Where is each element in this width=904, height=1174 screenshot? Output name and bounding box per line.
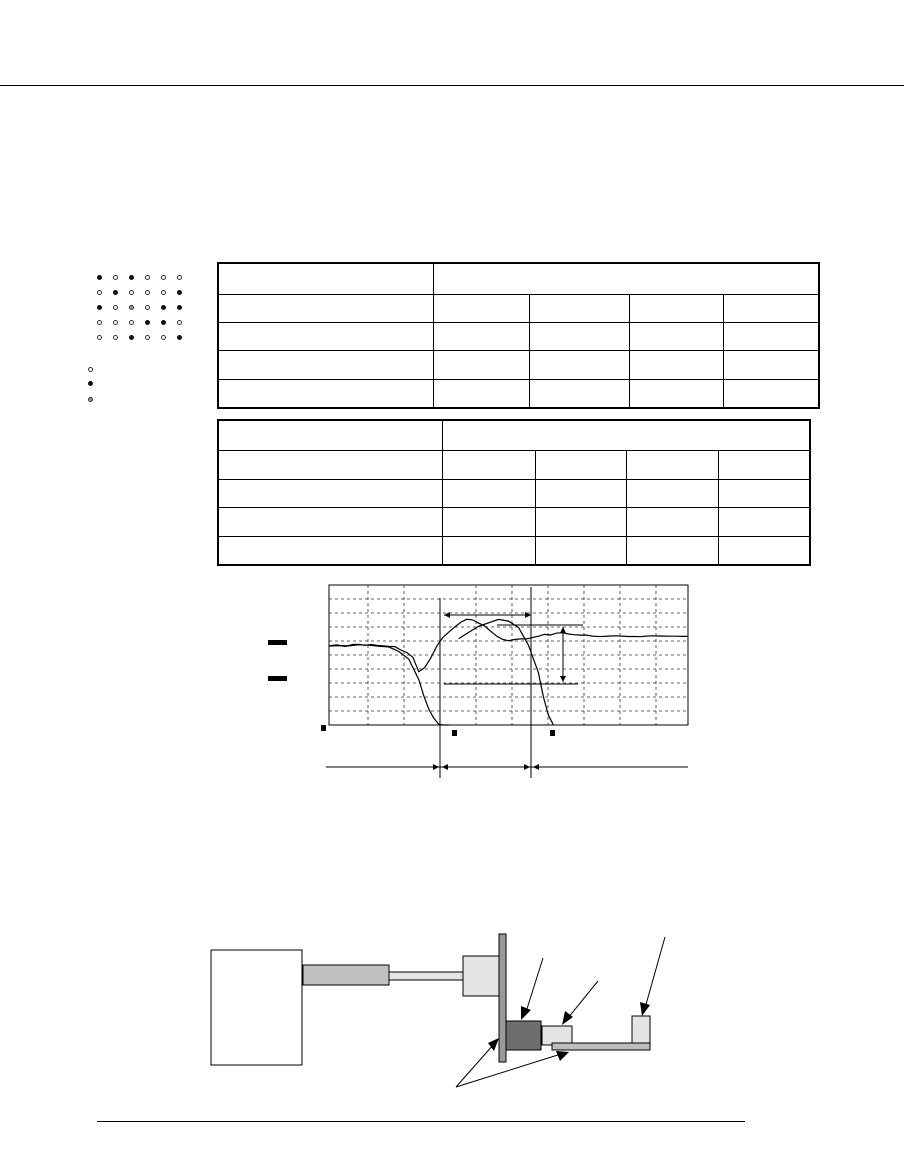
- target-block: [632, 1016, 650, 1043]
- coupling-block: [463, 956, 499, 996]
- sensor-tip: [542, 1026, 572, 1045]
- apparatus-diagram: [211, 934, 665, 1087]
- marker-square: [321, 725, 326, 731]
- callout-line: [526, 958, 543, 1012]
- plot-frame: [329, 585, 688, 725]
- actuator-cylinder: [303, 965, 389, 985]
- callout-line: [645, 937, 665, 1008]
- arrowhead: [433, 764, 439, 770]
- arrowhead: [524, 764, 530, 770]
- arrowhead: [442, 764, 448, 770]
- legend-swatch-1: [268, 640, 287, 645]
- marker-square: [452, 730, 457, 736]
- arrowhead: [556, 1051, 569, 1061]
- arrowhead: [521, 1006, 531, 1020]
- arrowhead: [533, 764, 539, 770]
- callout-line: [456, 1054, 561, 1087]
- support-arm: [552, 1043, 650, 1050]
- callout-line: [568, 981, 598, 1018]
- shaft: [389, 972, 463, 980]
- arrowhead: [640, 1002, 650, 1016]
- marker-square: [550, 730, 555, 736]
- footer-rule: [97, 1121, 745, 1122]
- sensor-body: [506, 1021, 541, 1050]
- legend-swatch-2: [268, 676, 287, 681]
- chart-grid: [329, 585, 688, 725]
- controller-box: [211, 950, 302, 1065]
- mounting-plate: [499, 934, 506, 1062]
